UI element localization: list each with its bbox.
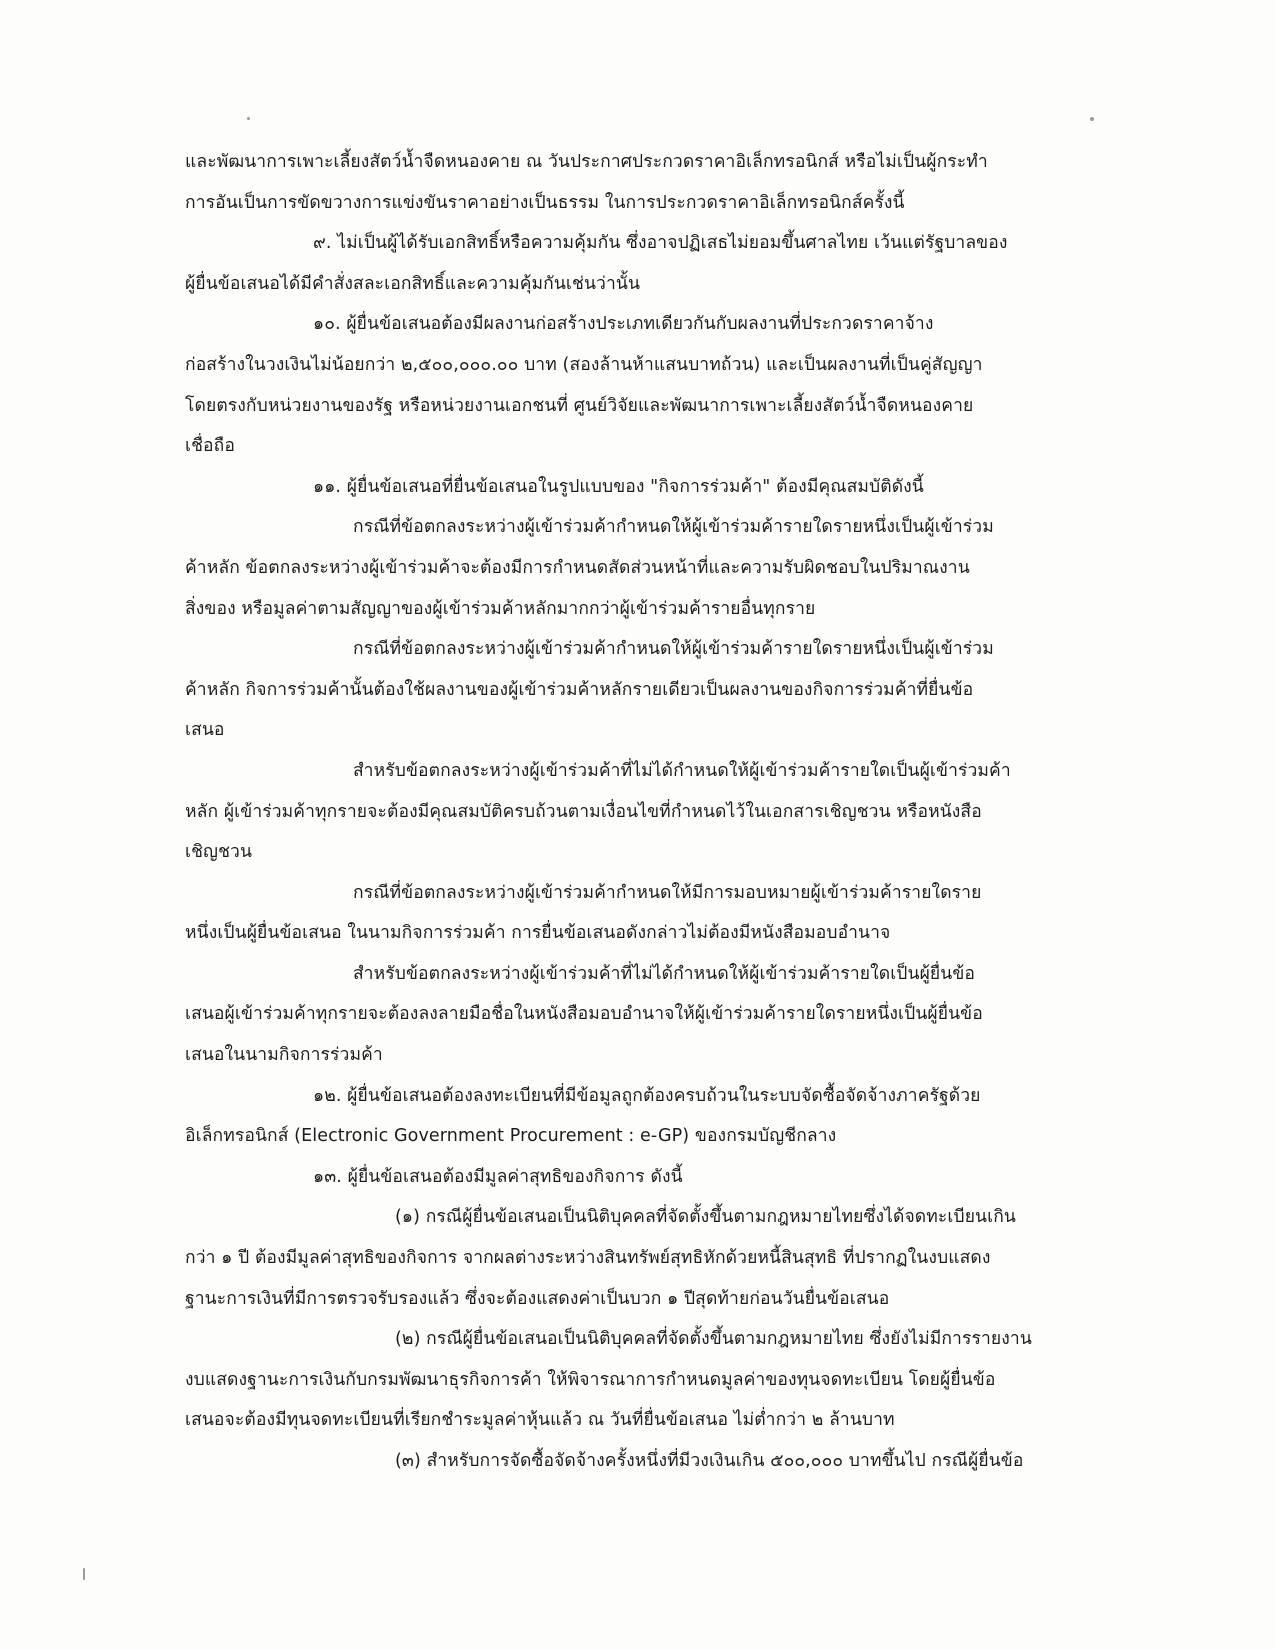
sub-clause: กรณีที่ข้อตกลงระหว่างผู้เข้าร่วมค้ากำหนดให้มีการมอบหมายผู้เข้าร่วมค้ารายใดราย <box>353 882 982 903</box>
text-line: หลัก ผู้เข้าร่วมค้าทุกรายจะต้องมีคุณสมบัติครบถ้วนตามเงื่อนไขที่กำหนดไว้ในเอกสารเชิญชวน หรือหนังสือ <box>185 801 982 822</box>
sub-clause: กรณีที่ข้อตกลงระหว่างผู้เข้าร่วมค้ากำหนดให้ผู้เข้าร่วมค้ารายใดรายหนึ่งเป็นผู้เข้าร่วม <box>353 517 994 538</box>
text-line: การอันเป็นการขัดขวางการแข่งขันราคาอย่างเป็นธรรม ในการประกวดราคาอิเล็กทรอนิกส์ครั้งนี้ <box>185 192 905 213</box>
text-line: สิ่งของ หรือมูลค่าตามสัญญาของผู้เข้าร่วมค้าหลักมากกว่าผู้เข้าร่วมค้ารายอื่นทุกราย <box>185 598 816 619</box>
scan-speck <box>247 117 250 120</box>
text-line: เสนอในนามกิจการร่วมค้า <box>185 1045 383 1066</box>
text-line: เสนอจะต้องมีทุนจดทะเบียนที่เรียกชำระมูลค่าหุ้นแล้ว ณ วันที่ยื่นข้อเสนอ ไม่ต่ำกว่า ๒ ล้านบาท <box>185 1410 895 1431</box>
sub-clause: สำหรับข้อตกลงระหว่างผู้เข้าร่วมค้าที่ไม่ได้กำหนดให้ผู้เข้าร่วมค้ารายใดเป็นผู้ยื่นข้อ <box>353 963 976 984</box>
clause-13: ๑๓. ผู้ยื่นข้อเสนอต้องมีมูลค่าสุทธิของกิจการ ดังนี้ <box>313 1166 683 1187</box>
text-line: งบแสดงฐานะการเงินกับกรมพัฒนาธุรกิจการค้า ให้พิจารณาการกำหนดมูลค่าของทุนจดทะเบียน โดยผู้ยื่นข้อ <box>185 1369 996 1390</box>
sub-clause-2: (๒) กรณีผู้ยื่นข้อเสนอเป็นนิติบุคคลที่จัดตั้งขึ้นตามกฎหมายไทย ซึ่งยังไม่มีการรายงาน <box>395 1329 1032 1350</box>
text-line: ฐานะการเงินที่มีการตรวจรับรองแล้ว ซึ่งจะต้องแสดงค่าเป็นบวก ๑ ปีสุดท้ายก่อนวันยื่นข้อเสนอ <box>185 1288 890 1309</box>
document-body <box>185 142 1060 1482</box>
text-line: เชิญชวน <box>185 842 253 863</box>
clause-9: ๙. ไม่เป็นผู้ได้รับเอกสิทธิ์หรือความคุ้มกัน ซึ่งอาจปฏิเสธไม่ยอมขึ้นศาลไทย เว้นแต่รัฐบาลของ <box>313 233 1008 254</box>
scan-speck <box>83 1568 85 1580</box>
text-line: ค้าหลัก กิจการร่วมค้านั้นต้องใช้ผลงานของผู้เข้าร่วมค้าหลักรายเดียวเป็นผลงานของกิจการร่วมค้าที่ยื่นข้อ <box>185 679 974 700</box>
text-line: ก่อสร้างในวงเงินไม่น้อยกว่า ๒,๕๐๐,๐๐๐.๐๐ บาท (สองล้านห้าแสนบาทถ้วน) และเป็นผลงานที่เป็นคู่สัญญา <box>185 354 983 375</box>
clause-10: ๑๐. ผู้ยื่นข้อเสนอต้องมีผลงานก่อสร้างประเภทเดียวกันกับผลงานที่ประกวดราคาจ้าง <box>313 314 934 335</box>
text-line: กว่า ๑ ปี ต้องมีมูลค่าสุทธิของกิจการ จากผลต่างระหว่างสินทรัพย์สุทธิหักด้วยหนี้สินสุทธิ ที่ปรากฏในงบแสดง <box>185 1248 991 1269</box>
text-line: ค้าหลัก ข้อตกลงระหว่างผู้เข้าร่วมค้าจะต้องมีการกำหนดสัดส่วนหน้าที่และความรับผิดชอบในปริมาณงาน <box>185 557 970 578</box>
text-line: ผู้ยื่นข้อเสนอได้มีคำสั่งสละเอกสิทธิ์และความคุ้มกันเช่นว่านั้น <box>185 273 641 294</box>
sub-clause-1: (๑) กรณีผู้ยื่นข้อเสนอเป็นนิติบุคคลที่จัดตั้งขึ้นตามกฎหมายไทยซึ่งได้จดทะเบียนเกิน <box>395 1207 1016 1228</box>
clause-12: ๑๒. ผู้ยื่นข้อเสนอต้องลงทะเบียนที่มีข้อมูลถูกต้องครบถ้วนในระบบจัดซื้อจัดจ้างภาครัฐด้วย <box>313 1085 981 1106</box>
text-line: โดยตรงกับหน่วยงานของรัฐ หรือหน่วยงานเอกชนที่ ศูนย์วิจัยและพัฒนาการเพาะเลี้ยงสัตว์น้ำจืดหนองคาย <box>185 395 974 416</box>
text-line: เชื่อถือ <box>185 436 235 457</box>
text-line: หนึ่งเป็นผู้ยื่นข้อเสนอ ในนามกิจการร่วมค้า การยื่นข้อเสนอดังกล่าวไม่ต้องมีหนังสือมอบอำนาจ <box>185 923 891 944</box>
scan-speck <box>1090 117 1094 121</box>
text-line: อิเล็กทรอนิกส์ (Electronic Government Procurement : e-GP) ของกรมบัญชีกลาง <box>185 1126 837 1147</box>
text-line: และพัฒนาการเพาะเลี้ยงสัตว์น้ำจืดหนองคาย ณ วันประกาศประกวดราคาอิเล็กทรอนิกส์ หรือไม่เป็นผู้กระทำ <box>185 152 988 172</box>
sub-clause: กรณีที่ข้อตกลงระหว่างผู้เข้าร่วมค้ากำหนดให้ผู้เข้าร่วมค้ารายใดรายหนึ่งเป็นผู้เข้าร่วม <box>353 639 994 660</box>
sub-clause: สำหรับข้อตกลงระหว่างผู้เข้าร่วมค้าที่ไม่ได้กำหนดให้ผู้เข้าร่วมค้ารายใดเป็นผู้เข้าร่วมค้า <box>353 760 1011 781</box>
sub-clause-3: (๓) สำหรับการจัดซื้อจัดจ้างครั้งหนึ่งที่มีวงเงินเกิน ๕๐๐,๐๐๐ บาทขึ้นไป กรณีผู้ยื่นข้อ <box>395 1451 1024 1471</box>
text-line: เสนอ <box>185 720 225 741</box>
clause-11: ๑๑. ผู้ยื่นข้อเสนอที่ยื่นข้อเสนอในรูปแบบของ "กิจการร่วมค้า" ต้องมีคุณสมบัติดังนี้ <box>313 476 924 497</box>
text-line: เสนอผู้เข้าร่วมค้าทุกรายจะต้องลงลายมือชื่อในหนังสือมอบอำนาจให้ผู้เข้าร่วมค้ารายใดรายหนึ่งเป็นผู้ยื่นข้อ <box>185 1004 983 1025</box>
